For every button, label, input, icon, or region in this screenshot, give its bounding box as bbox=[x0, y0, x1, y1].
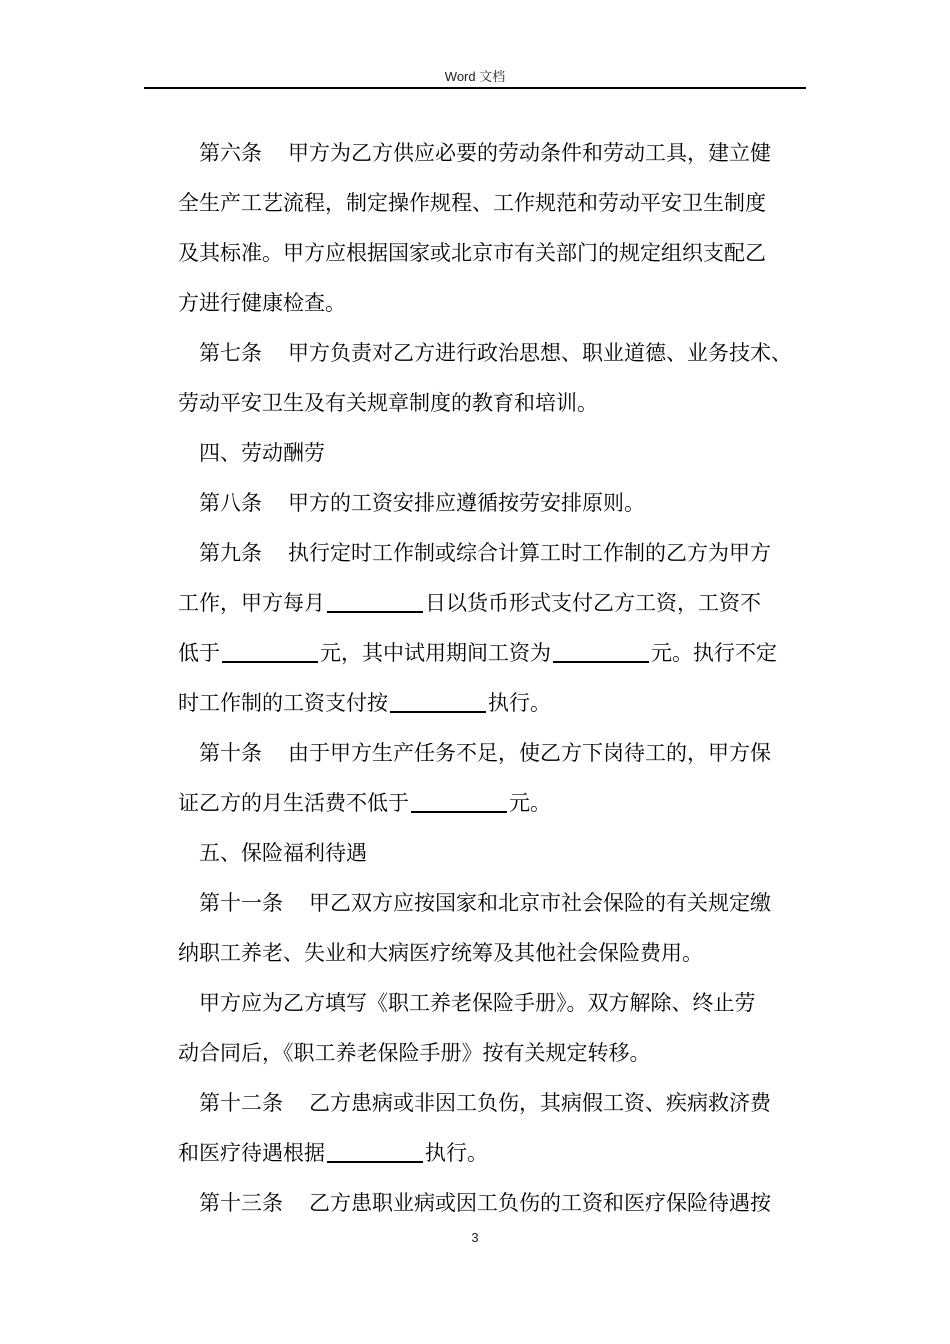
manual-paragraph-line-1: 甲方应为乙方填写《职工养老保险手册》。双方解除、终止劳 bbox=[199, 991, 756, 1015]
article-10-line-2: 证乙方的月生活费不低于 元。 bbox=[178, 791, 551, 815]
article-10-line-1: 第十条 由于甲方生产任务不足，使乙方下岗待工的，甲方保 bbox=[199, 741, 771, 765]
fill-in-blank bbox=[327, 589, 423, 613]
fill-in-blank bbox=[411, 789, 507, 813]
article-9-line-4: 时工作制的工资支付按 执行。 bbox=[178, 691, 551, 715]
article-9-line-3: 低于 元，其中试用期间工资为 元。执行不定 bbox=[178, 641, 777, 665]
article-6-line-4: 方进行健康检查。 bbox=[178, 291, 346, 315]
fill-in-blank bbox=[553, 639, 649, 663]
article-11-line-2: 纳职工养老、失业和大病医疗统筹及其他社会保险费用。 bbox=[178, 941, 703, 965]
article-13-label: 第十三条 bbox=[199, 1191, 283, 1215]
article-8-label: 第八条 bbox=[199, 491, 262, 515]
article-12-line-2: 和医疗待遇根据 执行。 bbox=[178, 1141, 488, 1165]
article-7-label: 第七条 bbox=[199, 341, 262, 365]
section-4-heading: 四、劳动酬劳 bbox=[199, 441, 325, 465]
article-7-line-1: 第七条 甲方负责对乙方进行政治思想、职业道德、业务技术、 bbox=[199, 341, 792, 365]
manual-paragraph-line-2: 动合同后，《职工养老保险手册》按有关规定转移。 bbox=[178, 1041, 651, 1065]
article-6-line-2: 全生产工艺流程，制定操作规程、工作规范和劳动平安卫生制度 bbox=[178, 191, 766, 215]
section-5-heading: 五、保险福利待遇 bbox=[199, 841, 367, 865]
article-9-line-2: 工作，甲方每月 日以货币形式支付乙方工资，工资不 bbox=[178, 591, 761, 615]
article-6-label: 第六条 bbox=[199, 141, 262, 165]
article-12-line-1: 第十二条 乙方患病或非因工负伤，其病假工资、疾病救济费 bbox=[199, 1091, 771, 1115]
document-body bbox=[178, 128, 804, 1228]
page-header-title: Word 文档 bbox=[444, 69, 506, 84]
fill-in-blank bbox=[390, 689, 486, 713]
article-13-line-1: 第十三条 乙方患职业病或因工负伤的工资和医疗保险待遇按 bbox=[199, 1191, 771, 1215]
page-number: 3 bbox=[471, 1230, 479, 1245]
fill-in-blank bbox=[222, 639, 318, 663]
article-9-label: 第九条 bbox=[199, 541, 262, 565]
fill-in-blank bbox=[327, 1139, 423, 1163]
article-11-line-1: 第十一条 甲乙双方应按国家和北京市社会保险的有关规定缴 bbox=[199, 891, 771, 915]
article-12-label: 第十二条 bbox=[199, 1091, 283, 1115]
article-6-line-1: 第六条 甲方为乙方供应必要的劳动条件和劳动工具，建立健 bbox=[199, 141, 771, 165]
article-10-label: 第十条 bbox=[199, 741, 262, 765]
article-8-line-1: 第八条 甲方的工资安排应遵循按劳安排原则。 bbox=[199, 491, 645, 515]
article-7-line-2: 劳动平安卫生及有关规章制度的教育和培训。 bbox=[178, 391, 598, 415]
header-divider bbox=[144, 87, 806, 89]
article-11-label: 第十一条 bbox=[199, 891, 283, 915]
article-9-line-1: 第九条 执行定时工作制或综合计算工时工作制的乙方为甲方 bbox=[199, 541, 771, 565]
article-6-line-3: 及其标准。甲方应根据国家或北京市有关部门的规定组织支配乙 bbox=[178, 241, 766, 265]
